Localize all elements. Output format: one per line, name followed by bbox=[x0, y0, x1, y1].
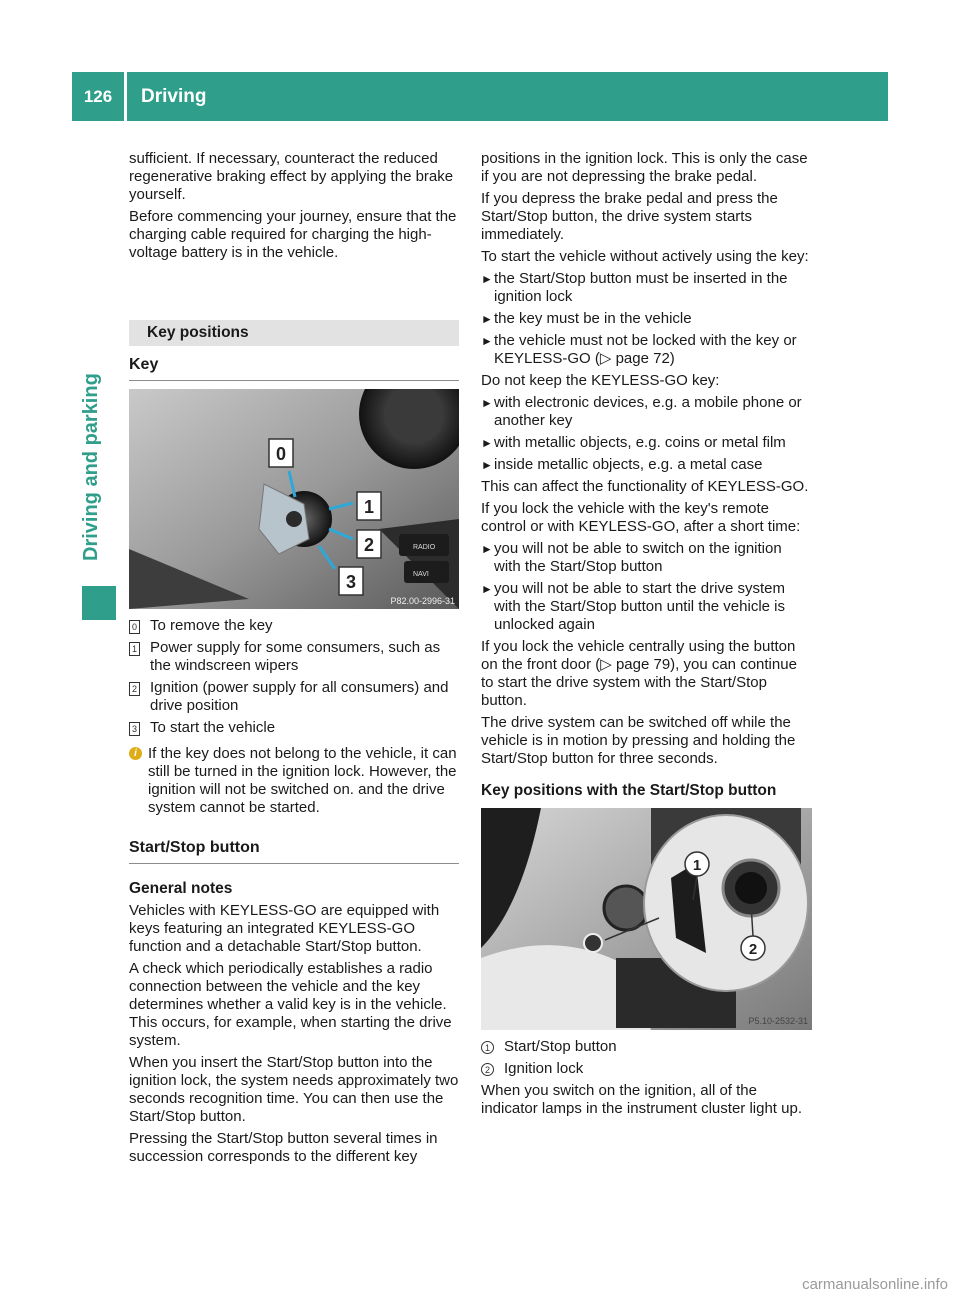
bullet-text: with metallic objects, e.g. coins or metal film bbox=[494, 434, 786, 451]
legend-item bbox=[481, 1038, 812, 1056]
legend-item bbox=[129, 719, 459, 737]
legend-item bbox=[481, 1060, 812, 1078]
general-notes-paragraph: Pressing the Start/Stop button several times in succession corresponds to the different key bbox=[129, 1130, 438, 1165]
bullet-marker: ► bbox=[481, 396, 493, 410]
intro-paragraph-2: Before commencing your journey, ensure that the charging cable required for charging the high-voltage battery is in the vehicle. bbox=[129, 208, 457, 261]
bullet-marker: ► bbox=[481, 272, 493, 286]
header-divider bbox=[124, 72, 127, 121]
bullet-text: the Start/Stop button must be inserted in the ignition lock bbox=[494, 270, 788, 305]
legend-mark: 0 bbox=[129, 620, 140, 634]
info-icon: i bbox=[129, 747, 142, 760]
paragraph: If you depress the brake pedal and press the Start/Stop button, the drive system starts immediately. bbox=[481, 190, 778, 243]
bullet-text: you will not be able to start the drive system with the Start/Stop button until the vehicle is unlocked again bbox=[494, 580, 785, 633]
general-notes-paragraph: Vehicles with KEYLESS-GO are equipped with keys featuring an integrated KEYLESS-GO function and a detachable Start/Stop button. bbox=[129, 902, 440, 955]
paragraph: If you lock the vehicle with the key's remote control or with KEYLESS-GO, after a short time: bbox=[481, 500, 801, 535]
page-72-reference[interactable]: the vehicle must not be locked with the key or KEYLESS-GO (▷ page 72) bbox=[494, 332, 797, 367]
bullet-marker: ► bbox=[481, 458, 493, 472]
bullet-marker: ► bbox=[481, 582, 493, 596]
start-stop-illustration bbox=[481, 808, 812, 1030]
bullet-item bbox=[481, 434, 812, 452]
callout-3: 3 bbox=[345, 572, 357, 592]
page-79-reference[interactable]: If you lock the vehicle centrally using the button on the front door (▷ page 79), you can continue to start the drive system with the Start/Stop button. bbox=[481, 638, 797, 709]
legend-text: Start/Stop button bbox=[504, 1038, 617, 1055]
bullet-item bbox=[481, 270, 812, 306]
bullet-marker: ► bbox=[481, 312, 493, 326]
paragraph: The drive system can be switched off while the vehicle is in motion by pressing and holding the Start/Stop button for three seconds. bbox=[481, 714, 796, 767]
side-tab-marker bbox=[82, 586, 116, 620]
info-note bbox=[129, 745, 459, 817]
bullet-item bbox=[481, 310, 812, 328]
left-column bbox=[129, 150, 459, 1170]
chapter-title: Driving bbox=[141, 86, 207, 107]
general-notes-paragraph: When you insert the Start/Stop button into the ignition lock, the system needs approximately two seconds recognition time. You can then use the Start/Stop button. bbox=[129, 1054, 459, 1125]
intro-paragraph-1: sufficient. If necessary, counteract the reduced regenerative braking effect by applying the brake yourself. bbox=[129, 150, 454, 203]
bullet-item bbox=[481, 332, 812, 368]
bullet-marker: ► bbox=[481, 334, 493, 348]
bullet-text: you will not be able to switch on the ignition with the Start/Stop button bbox=[494, 540, 782, 575]
right-column bbox=[481, 150, 812, 1122]
side-tab-label: Driving and parking bbox=[80, 373, 102, 561]
legend-mark: 2 bbox=[129, 682, 140, 696]
legend-item bbox=[129, 679, 459, 715]
bullet-text: with electronic devices, e.g. a mobile phone or another key bbox=[494, 394, 802, 429]
key-positions-figure bbox=[129, 389, 459, 609]
legend-text: To remove the key bbox=[150, 617, 273, 634]
paragraph: positions in the ignition lock. This is only the case if you are not depressing the brake pedal. bbox=[481, 150, 808, 185]
key-positions-start-stop-heading: Key positions with the Start/Stop button bbox=[481, 782, 777, 799]
bullet-item bbox=[481, 394, 812, 430]
callout-2: 2 bbox=[748, 941, 758, 958]
general-notes-heading: General notes bbox=[129, 880, 233, 897]
bullet-item bbox=[481, 540, 812, 576]
callout-1: 1 bbox=[363, 497, 375, 517]
bullet-marker: ► bbox=[481, 542, 493, 556]
legend-item bbox=[129, 639, 459, 675]
legend-item bbox=[129, 617, 459, 635]
legend-mark: 1 bbox=[481, 1041, 494, 1054]
ignition-key-illustration bbox=[129, 389, 459, 609]
figure-code: P5.10-2532-31 bbox=[748, 1016, 808, 1026]
legend-mark: 1 bbox=[129, 642, 140, 656]
bullet-text: inside metallic objects, e.g. a metal case bbox=[494, 456, 763, 473]
legend-text: Power supply for some consumers, such as the windscreen wipers bbox=[150, 639, 441, 674]
paragraph: When you switch on the ignition, all of the indicator lamps in the instrument cluster light up. bbox=[481, 1082, 802, 1117]
paragraph: Do not keep the KEYLESS-GO key: bbox=[481, 372, 720, 389]
legend-mark: 3 bbox=[129, 722, 140, 736]
callout-0: 0 bbox=[275, 444, 287, 464]
callout-1: 1 bbox=[692, 857, 702, 874]
legend-mark: 2 bbox=[481, 1063, 494, 1076]
general-notes-paragraph: A check which periodically establishes a radio connection between the vehicle and the key determines whether a valid key is in the vehicle. This occurs, for example, when starting the drive system. bbox=[129, 960, 452, 1049]
page-number: 126 bbox=[83, 86, 113, 106]
key-heading: Key bbox=[129, 356, 459, 381]
watermark: carmanualsonline.info bbox=[802, 1276, 948, 1293]
radio-label: RADIO bbox=[413, 544, 436, 551]
bullet-item bbox=[481, 456, 812, 474]
info-text: If the key does not belong to the vehicle, it can still be turned in the ignition lock. However, the ignition will not be switched on. and the drive system cannot be started. bbox=[148, 745, 457, 816]
bullet-marker: ► bbox=[481, 436, 493, 450]
bullet-item bbox=[481, 580, 812, 634]
navi-label: NAVI bbox=[413, 571, 429, 578]
start-stop-heading: Start/Stop button bbox=[129, 839, 459, 864]
legend-text: Ignition lock bbox=[504, 1060, 584, 1077]
section-title: Key positions bbox=[129, 320, 459, 346]
legend-text: To start the vehicle bbox=[150, 719, 276, 736]
paragraph: To start the vehicle without actively using the key: bbox=[481, 248, 809, 265]
start-stop-figure bbox=[481, 808, 812, 1030]
bullet-text: the key must be in the vehicle bbox=[494, 310, 692, 327]
paragraph: This can affect the functionality of KEYLESS-GO. bbox=[481, 478, 809, 495]
callout-2: 2 bbox=[363, 535, 375, 555]
legend-text: Ignition (power supply for all consumers) and drive position bbox=[150, 679, 449, 714]
figure-code: P82.00-2996-31 bbox=[390, 596, 455, 606]
